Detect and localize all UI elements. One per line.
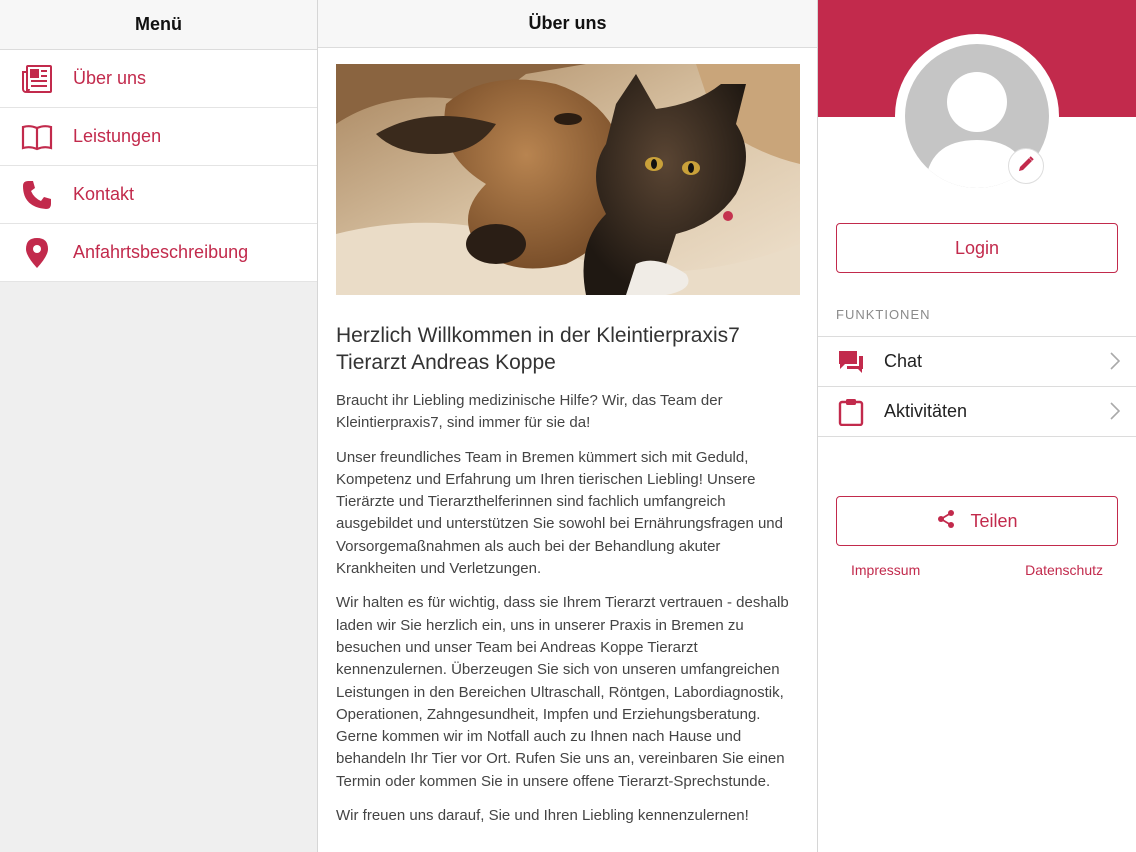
content-panel [318,0,818,852]
share-label: Teilen [970,510,1018,531]
menu-item-anfahrt[interactable] [0,224,317,282]
side-panel [818,0,1136,852]
menu-item-label: Anfahrtsbeschreibung [73,242,249,262]
impressum-link[interactable]: Impressum [851,562,921,578]
hero-image-dog-cat [336,64,800,295]
chevron-right-icon [1110,352,1120,375]
menu-item-leistungen[interactable] [0,108,317,166]
share-button[interactable] [836,496,1118,546]
location-pin-icon [0,236,73,270]
share-icon [936,509,970,534]
article-heading: Herzlich Willkommen in der Kleintierpraxis7 Tierarzt Andreas Koppe [336,324,740,374]
datenschutz-link[interactable]: Datenschutz [1025,562,1103,578]
menu-item-label: Leistungen [73,126,162,146]
menu-list [0,50,317,282]
newspaper-icon [0,62,73,96]
menu-item-kontakt[interactable] [0,166,317,224]
function-item-chat[interactable] [818,337,1136,387]
function-list [818,336,1136,437]
footer-links [818,562,1136,582]
pencil-icon [1017,155,1035,178]
article-paragraph: Wir halten es für wichtig, dass sie Ihrem Tierarzt vertrauen - deshalb laden wir Sie herzlich ein, uns in unserer Praxis in Bremen zu besuchen und unser Team bei Andreas Koppe Tierarzt kennenzulernen. Überzeugen Sie sich von unseren umfangreichen Leistungen in den Bereichen Ultraschall, Röntgen, Labordiagnostik, Operationen, Zahngesundheit, Impfen und Erziehungsberatung. Gerne kommen wir im Notfall auch zu Ihnen nach Hause und behandeln Ihr Tier vor Ort. Rufen Sie uns an, vereinbaren Sie einen Termin oder kommen Sie in unsere offene Tierarzt-Sprechstunde. [336,594,789,790]
menu-item-ueber-uns[interactable] [0,50,317,108]
article-paragraph: Braucht ihr Liebling medizinische Hilfe? Wir, das Team der Kleintierpraxis7, sind immer für sie da! [336,392,723,432]
menu-title: Menü [0,0,317,50]
phone-icon [0,178,73,212]
edit-profile-button[interactable] [1008,148,1044,184]
clipboard-icon [818,398,884,426]
login-button[interactable]: Login [836,223,1118,273]
article-paragraph: Unser freundliches Team in Bremen kümmert sich mit Geduld, Kompetenz und Erfahrung um Ihren tierischen Liebling! Unsere Tierärzte und Tierarzthelferinnen sind fachlich umfangreich ausgebildet und unterstützen Sie sowohl bei Ernährungsfragen und Vorsorgemaßnahmen als auch bei der Behandlung akuter Krankheiten und Verletzungen. [336,448,783,578]
chevron-right-icon [1110,402,1120,425]
function-item-aktivitaeten[interactable] [818,387,1136,437]
menu-item-label: Über uns [73,68,147,88]
article [336,322,800,839]
function-item-label: Aktivitäten [884,401,968,421]
chat-icon [818,349,884,375]
menu-panel [0,0,318,852]
page-title: Über uns [318,0,817,48]
section-title-funktionen: FUNKTIONEN [836,307,931,322]
function-item-label: Chat [884,351,923,371]
article-paragraph: Wir freuen uns darauf, Sie und Ihren Liebling kennenzulernen! [336,807,749,825]
book-icon [0,120,73,154]
menu-item-label: Kontakt [73,184,135,204]
